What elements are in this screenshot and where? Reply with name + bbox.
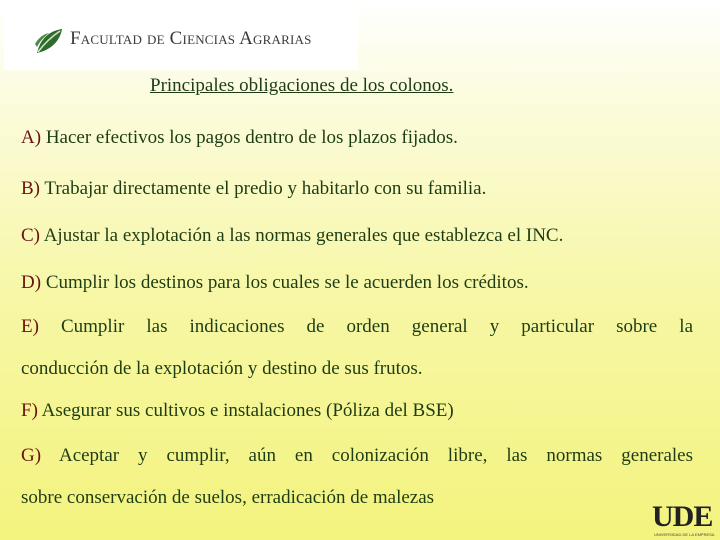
list-item-g [21, 445, 693, 509]
item-text-line2: sobre conservación de suelos, erradicación de malezas [21, 487, 435, 508]
item-letter: G) [21, 445, 42, 466]
list-item-a [21, 127, 693, 149]
list-item-c [21, 225, 693, 247]
list-item-e [21, 316, 693, 380]
item-text-line1 [21, 445, 693, 467]
page-title: Principales obligaciones de los colonos. [150, 75, 454, 96]
item-letter: E) [21, 316, 39, 337]
item-text: Asegurar sus cultivos e instalaciones (Póliza del BSE) [41, 400, 454, 421]
list-item-f [21, 400, 693, 422]
item-letter: C) [21, 225, 40, 246]
item-text: Cumplir los destinos para los cuales se le acuerden los créditos. [45, 272, 529, 293]
item-letter: A) [21, 127, 42, 148]
faculty-header [4, 4, 358, 70]
item-text: Cumplir las indicaciones de orden general y particular sobre la [60, 316, 693, 337]
leaf-logo-icon [34, 26, 64, 56]
ude-logo-tagline: UNIVERSIDAD DE LA EMPRESA [654, 532, 715, 537]
ude-logo [652, 502, 718, 538]
item-text: Trabajar directamente el predio y habitarlo con su familia. [44, 178, 487, 199]
item-text: Aceptar y cumplir, aún en colonización libre, las normas generales [58, 445, 693, 466]
item-text: Hacer efectivos los pagos dentro de los plazos fijados. [45, 127, 458, 148]
item-letter: D) [21, 272, 42, 293]
item-text-line1 [21, 316, 693, 338]
list-item-d [21, 272, 693, 294]
ude-logo-text: UDE [652, 500, 713, 533]
list-item-b [21, 178, 693, 200]
item-text: Ajustar la explotación a las normas generales que establezca el INC. [43, 225, 564, 246]
item-letter: F) [21, 400, 38, 421]
item-text-line2: conducción de la explotación y destino de sus frutos. [21, 358, 423, 379]
item-letter: B) [21, 178, 40, 199]
faculty-name: Facultad de Ciencias Agrarias [70, 28, 312, 49]
